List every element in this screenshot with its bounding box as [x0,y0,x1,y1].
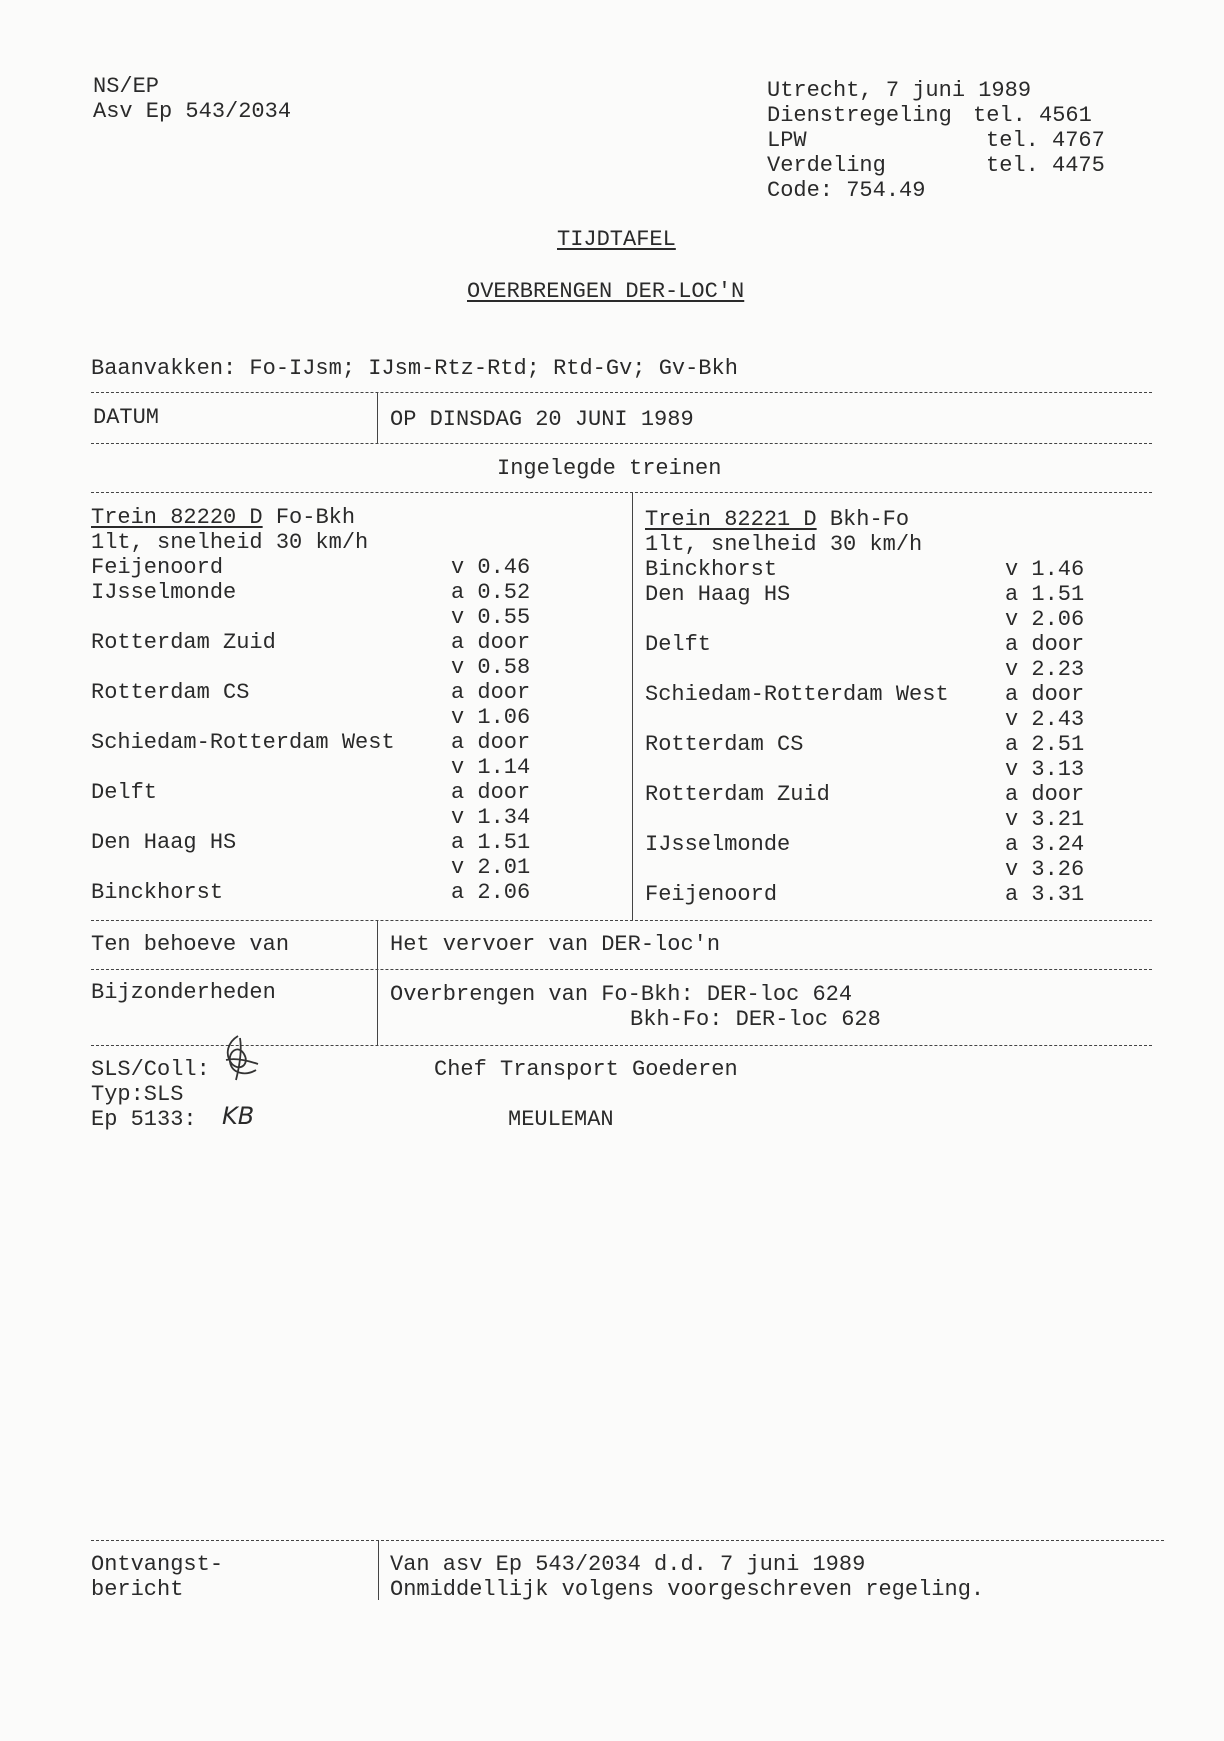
timetable-row [645,782,1155,807]
handwritten-initials: KB [222,1102,255,1130]
contact-tel: tel. 4475 [986,153,1105,178]
station-time: v 1.06 [451,705,531,730]
train-name: Trein 82221 D [645,507,817,532]
contact-verdeling: Verdeling [767,153,886,178]
station-time: a door [451,730,531,755]
behoeve-label: Ten behoeve van [91,932,290,957]
organisation: NS/EP [93,74,160,99]
timetable-row [91,730,621,755]
page-subtitle: OVERBRENGEN DER-LOC'N [467,279,745,304]
page-title: TIJDTAFEL [557,227,676,252]
contact-tel: tel. 4767 [986,128,1105,153]
behoeve-value: Het vervoer van DER-loc'n [390,932,721,957]
timetable-row [91,755,621,780]
datum-label: DATUM [93,405,160,430]
station-name: IJsselmonde [91,580,237,605]
station-time: a 2.51 [1005,732,1085,757]
timetable-row [91,780,621,805]
bijzonderheden-label: Bijzonderheden [91,980,276,1005]
station-name: Rotterdam Zuid [645,782,830,807]
station-time: v 1.46 [1005,557,1085,582]
ontvangst-line2: Onmiddellijk volgens voorgeschreven regeling. [390,1577,985,1602]
datum-value: OP DINSDAG 20 JUNI 1989 [390,407,694,432]
sls-coll: SLS/Coll: [91,1057,210,1082]
timetable-rows [91,555,621,905]
timetable-row [91,630,621,655]
train-info: 1lt, snelheid 30 km/h [91,530,369,555]
timetable-row [645,882,1155,907]
timetable-row [91,830,621,855]
timetable-rows [645,557,1155,907]
station-name: Rotterdam CS [645,732,804,757]
divider [378,1540,379,1600]
reference-number: Asv Ep 543/2034 [93,99,292,124]
timetable-row [645,682,1155,707]
station-name: Feijenoord [91,555,224,580]
ontvangst-label: Ontvangst- [91,1552,224,1577]
divider [91,1540,1164,1541]
timetable-row [645,707,1155,732]
station-time: v 3.26 [1005,857,1085,882]
station-time: v 2.43 [1005,707,1085,732]
train-82221 [645,507,1155,907]
baanvakken: Baanvakken: Fo-IJsm; IJsm-Rtz-Rtd; Rtd-Gv; Gv-Bkh [91,356,738,381]
place-date: Utrecht, 7 juni 1989 [767,78,1032,103]
station-time: a 1.51 [451,830,531,855]
station-time: a door [1005,632,1085,657]
train-name: Trein 82220 D [91,505,263,530]
divider [377,920,378,1045]
timetable-row [645,832,1155,857]
code: Code: 754.49 [767,178,926,203]
timetable-row [645,607,1155,632]
station-time: v 3.13 [1005,757,1085,782]
station-name: Binckhorst [645,557,778,582]
station-name: Den Haag HS [91,830,237,855]
timetable-row [91,655,621,680]
train-route: Bkh-Fo [829,507,910,532]
timetable-row [91,855,621,880]
station-time: a 3.31 [1005,882,1085,907]
station-name: Delft [91,780,158,805]
station-name: Rotterdam CS [91,680,250,705]
train-route: Fo-Bkh [275,505,356,530]
station-time: a 0.52 [451,580,531,605]
station-time: v 2.01 [451,855,531,880]
station-name: Schiedam-Rotterdam West [645,682,949,707]
station-time: v 3.21 [1005,807,1085,832]
station-time: v 0.58 [451,655,531,680]
contact-dienstregeling [767,103,952,128]
timetable-row [645,807,1155,832]
station-name: Rotterdam Zuid [91,630,276,655]
chef-title: Chef Transport Goederen [434,1057,738,1082]
bijzonderheden-line2: Bkh-Fo: DER-loc 628 [630,1007,881,1032]
timetable-row [91,580,621,605]
station-name: Den Haag HS [645,582,791,607]
station-time: a 3.24 [1005,832,1085,857]
timetable-row [91,880,621,905]
station-name: IJsselmonde [645,832,791,857]
signature-mark [210,1030,266,1086]
station-time: a door [1005,682,1085,707]
station-time: a 2.06 [451,880,531,905]
divider [377,392,378,443]
train-82220 [91,505,621,905]
station-time: v 2.23 [1005,657,1085,682]
station-time: a door [1005,782,1085,807]
timetable-row [645,857,1155,882]
timetable-row [645,582,1155,607]
contact-label: Dienstregeling [767,103,952,128]
bijzonderheden-line1: Overbrengen van Fo-Bkh: DER-loc 624 [390,982,853,1007]
station-name: Schiedam-Rotterdam West [91,730,395,755]
timetable-row [91,555,621,580]
timetable-row [91,680,621,705]
station-time: v 2.06 [1005,607,1085,632]
ep-code: Ep 5133: [91,1107,197,1132]
station-time: v 1.14 [451,755,531,780]
station-time: v 0.55 [451,605,531,630]
station-time: a 1.51 [1005,582,1085,607]
ontvangst-label-2: bericht [91,1577,184,1602]
timetable-row [645,632,1155,657]
station-name: Binckhorst [91,880,224,905]
typ: Typ:SLS [91,1082,184,1107]
divider [632,492,633,920]
section-title: Ingelegde treinen [497,456,722,481]
contact-tel: tel. 4561 [973,103,1092,128]
timetable-row [91,605,621,630]
station-time: a door [451,630,531,655]
timetable-row [645,657,1155,682]
train-info: 1lt, snelheid 30 km/h [645,532,923,557]
station-time: a door [451,680,531,705]
divider [91,492,1152,493]
timetable-row [645,732,1155,757]
station-time: a door [451,780,531,805]
contact-lpw: LPW [767,128,807,153]
divider [91,969,1152,970]
divider [91,443,1152,444]
divider [91,392,1152,393]
station-name: Delft [645,632,712,657]
timetable-row [91,805,621,830]
timetable-row [645,757,1155,782]
station-time: v 0.46 [451,555,531,580]
timetable-row [91,705,621,730]
timetable-row [645,557,1155,582]
ontvangst-line1: Van asv Ep 543/2034 d.d. 7 juni 1989 [390,1552,866,1577]
signatory-name: MEULEMAN [508,1107,614,1132]
station-name: Feijenoord [645,882,778,907]
station-time: v 1.34 [451,805,531,830]
divider [91,920,1152,921]
